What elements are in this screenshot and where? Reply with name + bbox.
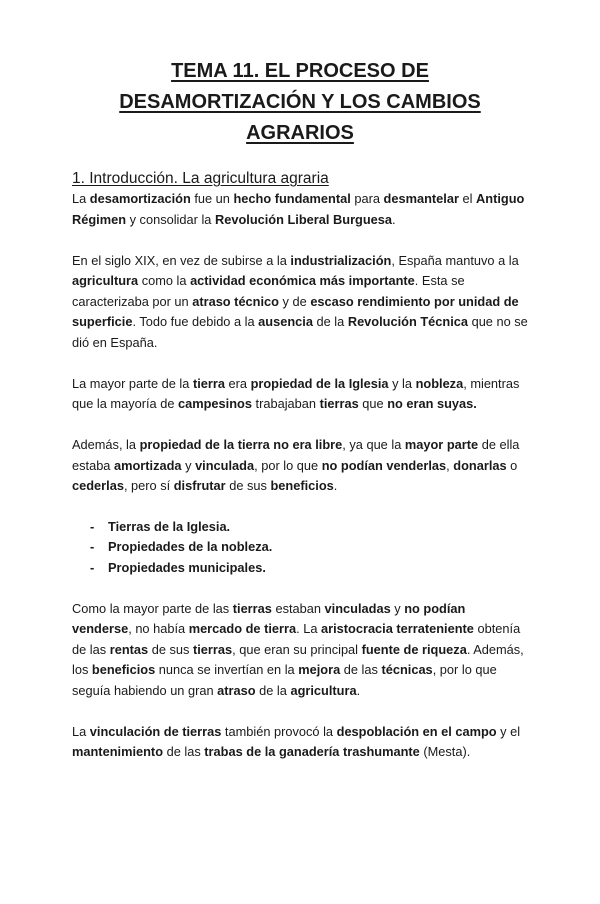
list-item: - Propiedades de la nobleza. (90, 539, 273, 554)
paragraph-mercado-tierra: Como la mayor parte de las tierras estaban vinculadas y no podían venderse, no había mercado de tierra. La aristocracia terrateniente obtenía de las rentas de sus tierras, que eran su principal fuente de riqueza. Además, los beneficios nunca se invertían en la mejora de las técnicas, por lo que seguía habiendo un gran atraso de la agricultura. (72, 600, 524, 698)
page-title (72, 56, 528, 149)
title-line: TEMA 11. EL PROCESO DE (171, 60, 429, 82)
paragraph-vinculacion: La vinculación de tierras también provocó la despoblación en el campo y el mantenimiento de las trabas de la ganadería trashumante (Mesta). (72, 723, 521, 759)
list-item: - Tierras de la Iglesia. (90, 518, 231, 534)
paragraph-siglo-xix: En el siglo XIX, en vez de subirse a la industrialización, España mantuvo a la agricultura como la actividad económica más importante. Esta se caracterizaba por un atraso técnico y de escaso rendimiento por unidad de superficie. Todo fue debido a la ausencia de la Revolución Técnica que no se dió en España. (72, 252, 528, 350)
document-page (0, 56, 600, 904)
paragraph-propiedad: La mayor parte de la tierra era propiedad de la Iglesia y la nobleza, mientras que la mayoría de campesinos trabajaban tierras que no eran suyas. (72, 375, 520, 411)
title-line: AGRARIOS (246, 122, 354, 144)
title-line: DESAMORTIZACIÓN Y LOS CAMBIOS (119, 91, 481, 113)
dash-list (72, 517, 528, 579)
list-item: - Propiedades municipales. (90, 559, 266, 575)
paragraph-tierra-no-libre: Además, la propiedad de la tierra no era libre, ya que la mayor parte de ella estaba amortizada y vinculada, por lo que no podían venderlas, donarlas o cederlas, pero sí disfrutar de sus beneficios. (72, 437, 520, 493)
paragraph-desamortizacion: La desamortización fue un hecho fundamental para desmantelar el Antiguo Régimen y consolidar la Revolución Liberal Burguesa. (72, 191, 525, 227)
section-heading: 1. Introducción. La agricultura agraria (72, 170, 329, 187)
